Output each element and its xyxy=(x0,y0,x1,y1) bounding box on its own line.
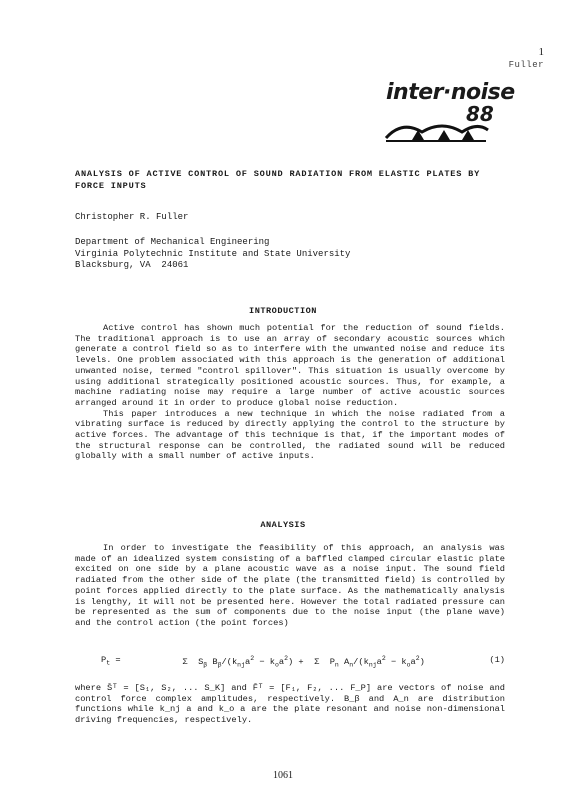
paragraph: where S̄ᵀ = [S₁, S₂, ... S_K] and F̄ᵀ = [F₁, F₂, ... F_P] are vectors of noise and control force complex amplitudes, respectively. B_β and A_n are distribution functions while k_nj a and k_o a are the plate resonant and noise non-dimensional driving frequencies, respectively. xyxy=(75,683,505,726)
equation-number: (1) xyxy=(489,655,505,665)
paragraph: In order to investigate the feasibility of this approach, an analysis was made of an idealized system consisting of a baffled clamped circular elastic plate excited on one side by a plane acoustic wave as a noise input. The sound field radiated from the other side of the plate (the transmitted field) is controlled by point forces applied directly to the plate surface. As the mathematically analysis is lengthy, it will not be presented here. However the total radiated pressure can be represented as the sum of components due to the noise input (the plane wave) and the control action (the point forces) xyxy=(75,543,505,628)
logo-year: 88 xyxy=(466,102,494,126)
section-heading-analysis: ANALYSIS xyxy=(260,520,306,530)
page-corner-header xyxy=(509,46,544,72)
paragraph: Active control has shown much potential for the reduction of sound fields. The traditional approach is to use an array of secondary acoustic sources which generate a control field so as to interfere with the unwanted noise and reduce its levels. One problem associated with this approach is the generation of additional unwanted noise, termed "control spillover". This situation is usually overcome by using additional strategically positioned acoustic sources. Thus, for example, a machine radiating noise may require a large number of active acoustic sources arranged around it in order to produce global noise reduction. xyxy=(75,323,505,408)
equation-lhs: $P_t$ = xyxy=(101,655,121,667)
analysis-continuation xyxy=(75,683,505,726)
conference-logo xyxy=(382,80,515,150)
paper-title: ANALYSIS OF ACTIVE CONTROL OF SOUND RADIATION FROM ELASTIC PLATES BY FORCE INPUTS xyxy=(75,169,481,191)
equation-body: Σ $S_\beta$ $B_\beta/(k_{nj}a^2 - k_oa^2) + \Sigma$ $P_n$ $A_n/(k_{nj}a^2 - k_oa^2)$ xyxy=(172,655,425,669)
corner-page-number: 1 xyxy=(538,46,544,58)
corner-author: Fuller xyxy=(508,60,544,70)
page-footer-number: 1061 xyxy=(273,770,293,781)
author-name: Christopher R. Fuller xyxy=(75,212,189,222)
paragraph: This paper introduces a new technique in which the noise radiated from a vibrating surface is reduced by directly applying the control to the structure by active forces. The advantage of this technique is that, if the important modes of the structural response can be controlled, the radiated sound will be reduced globally with a small number of active inputs. xyxy=(75,408,505,462)
bridge-logo-icon xyxy=(382,118,492,144)
affiliation-line: Department of Mechanical Engineering xyxy=(75,237,270,247)
affiliation-block xyxy=(75,237,350,272)
affiliation-line: Blacksburg, VA 24061 xyxy=(75,260,189,270)
affiliation-line: Virginia Polytechnic Institute and State University xyxy=(75,248,351,259)
logo-word: inter·noise xyxy=(386,80,515,105)
analysis-body xyxy=(75,543,505,629)
equation-1 xyxy=(75,645,505,679)
introduction-body xyxy=(75,323,505,462)
section-heading-introduction: INTRODUCTION xyxy=(249,306,317,316)
